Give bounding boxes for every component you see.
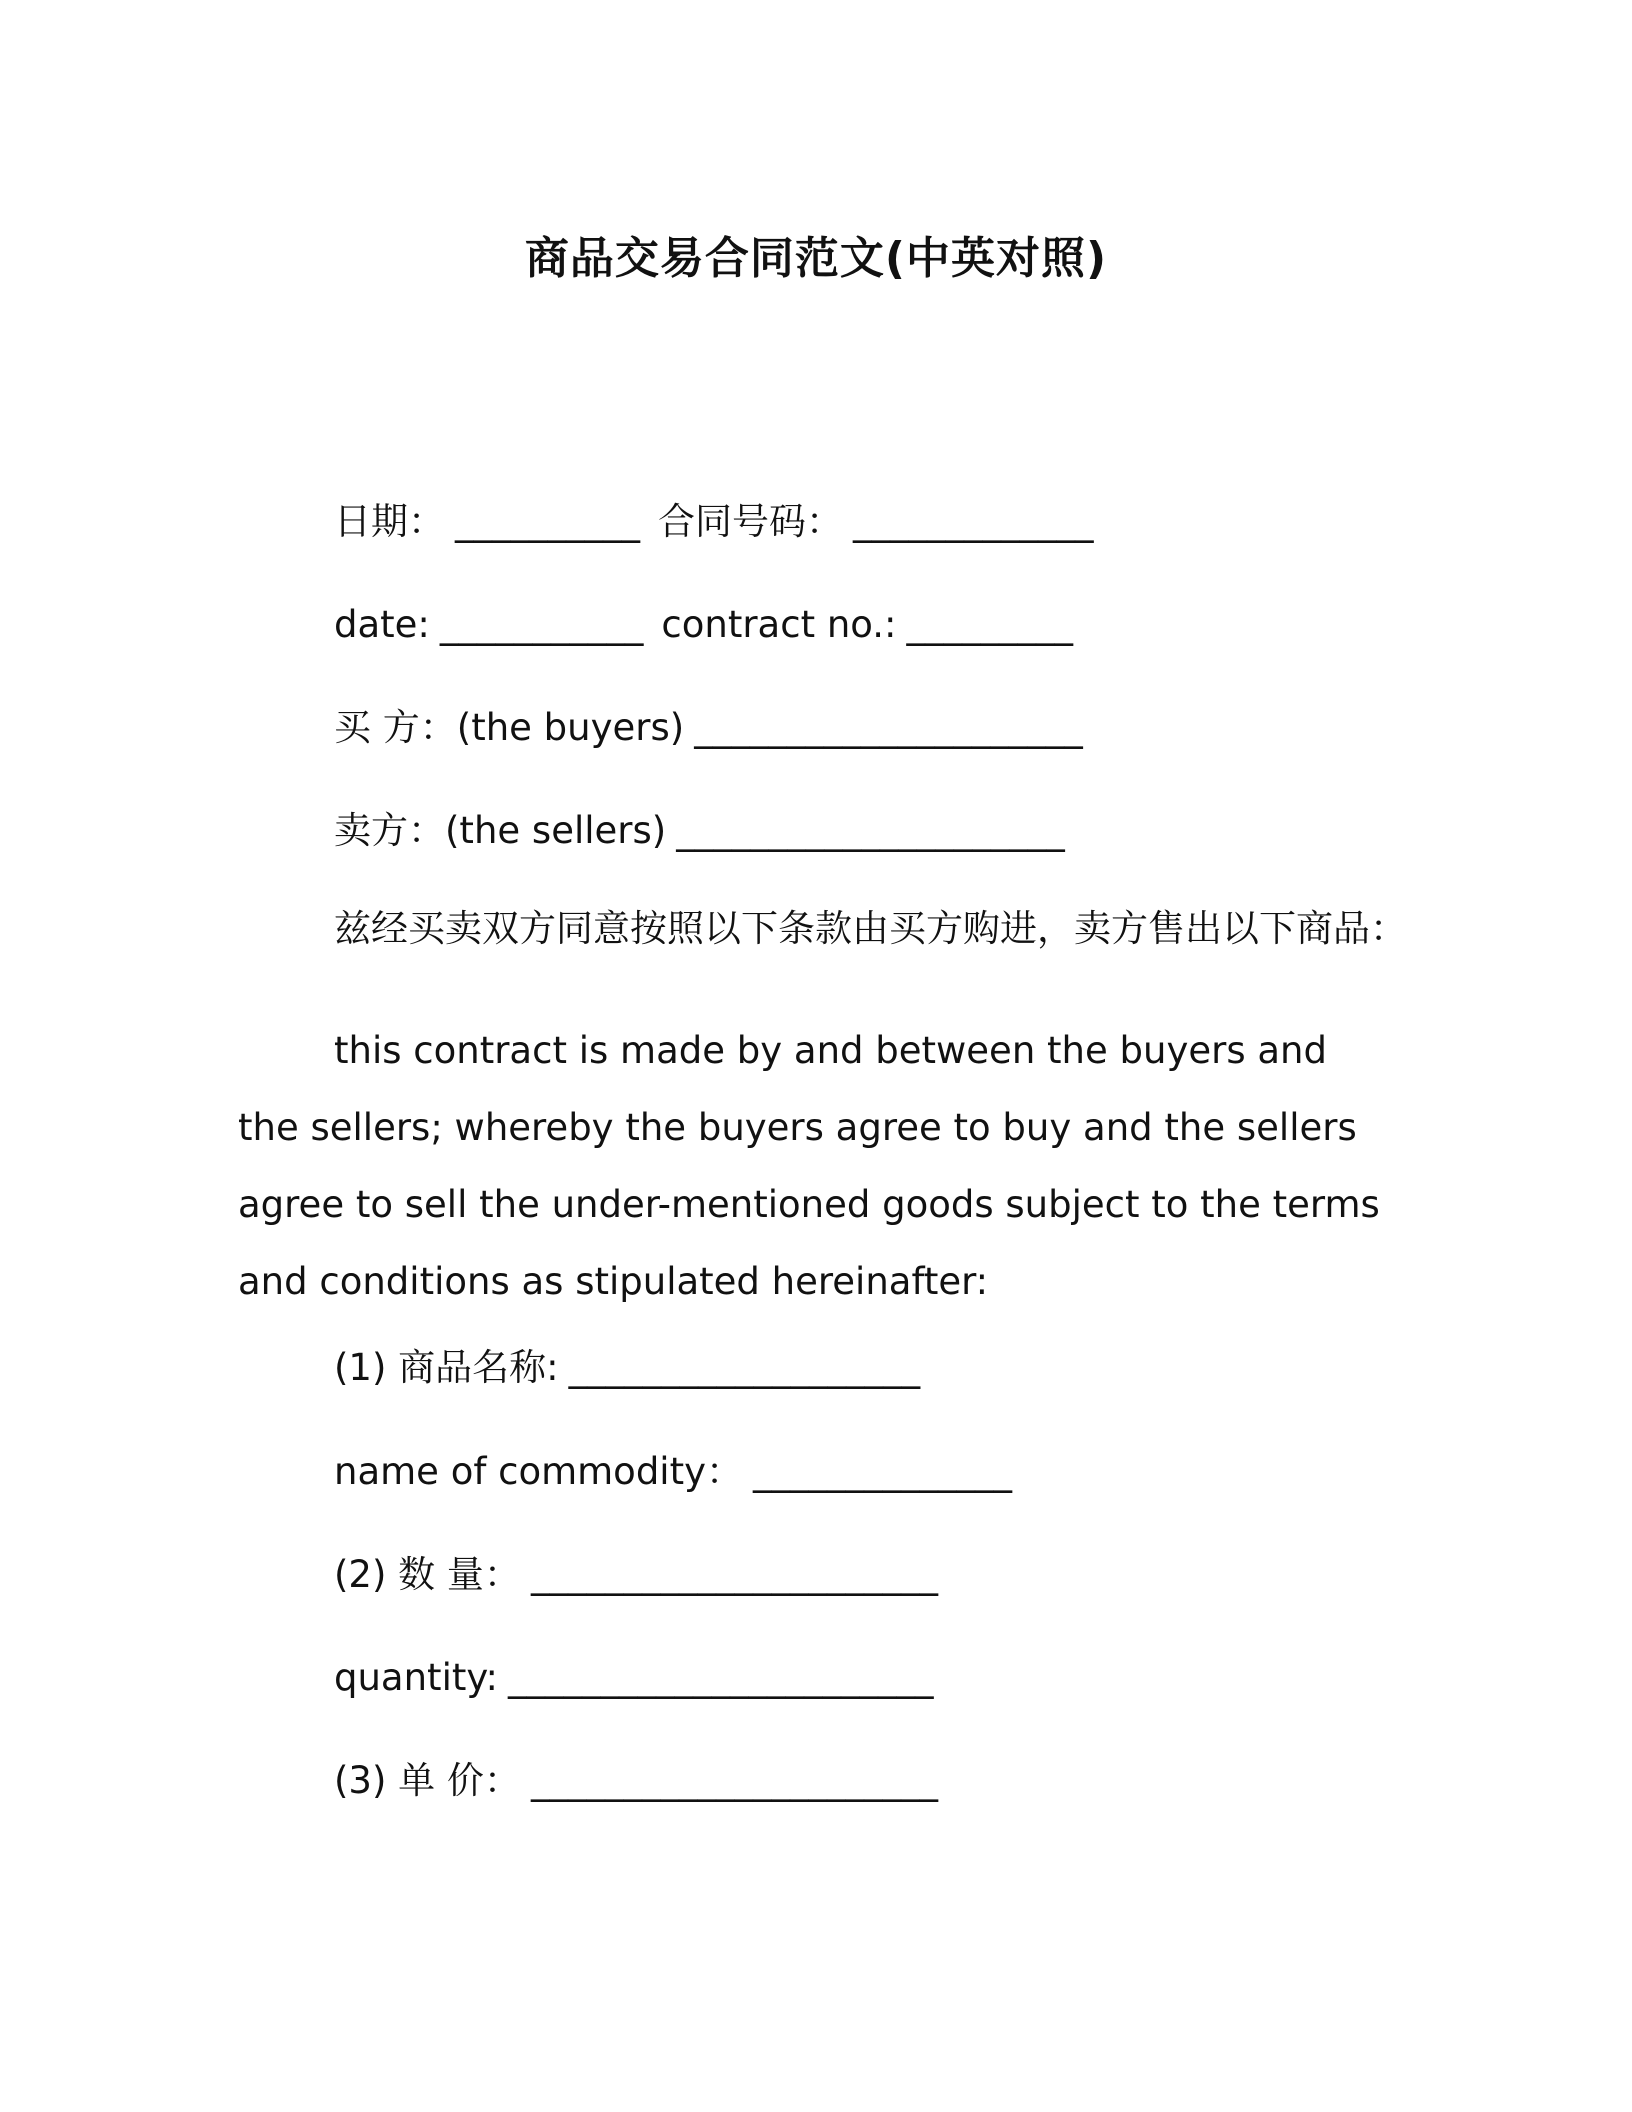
date-en-label: date: [334,603,430,646]
item3-cn-blank[interactable]: ______________________ [530,1759,938,1802]
item1-en-blank[interactable]: ______________ [753,1450,1012,1493]
contract-no-en-label: contract no.: [661,603,897,646]
date-cn-label: 日期： [334,500,445,543]
item1-en-label: name of commodity： [334,1450,743,1493]
date-cn-blank[interactable]: __________ [455,500,640,543]
document-title: 商品交易合同范文(中英对照) [524,233,1108,284]
item1-cn-row [334,1346,920,1390]
date-en-blank[interactable]: ___________ [439,603,644,646]
item2-cn-label: (2) 数 量： [334,1553,521,1596]
item2-cn-blank[interactable]: ______________________ [530,1553,938,1596]
contract-no-cn-label: 合同号码： [658,500,843,543]
date-contract-cn-row [334,500,1094,544]
item2-en-blank[interactable]: _______________________ [508,1656,934,1699]
contract-no-cn-blank[interactable]: _____________ [853,500,1094,543]
intro-cn: 兹经买卖双方同意按照以下条款由买方购进，卖方售出以下商品： [334,907,1407,950]
buyers-label: 买 方：(the buyers) [334,706,685,749]
item2-cn-row [334,1553,938,1597]
item1-cn-blank[interactable]: ___________________ [568,1346,921,1389]
item2-en-row [334,1656,934,1700]
buyers-blank[interactable]: _____________________ [694,706,1083,749]
item3-cn-label: (3) 单 价： [334,1759,521,1802]
item1-cn-label: (1) 商品名称: [334,1346,559,1389]
sellers-label: 卖方：(the sellers) [334,809,667,852]
intro-en-paragraph: this contract is made by and between the buyers and the sellers; whereby the buyers agree to buy and the sellers agree to sell the under-mentioned goods subject to the terms and conditions as stipulated hereinafter: [238,1029,1380,1303]
item1-en-row [334,1450,1012,1494]
item2-en-label: quantity: [334,1656,499,1699]
sellers-blank[interactable]: _____________________ [676,809,1065,852]
date-contract-en-row [334,603,1073,647]
contract-no-en-blank[interactable]: _________ [906,603,1074,646]
item3-cn-row [334,1759,938,1803]
sellers-row [334,809,1065,853]
buyers-row [334,706,1083,750]
